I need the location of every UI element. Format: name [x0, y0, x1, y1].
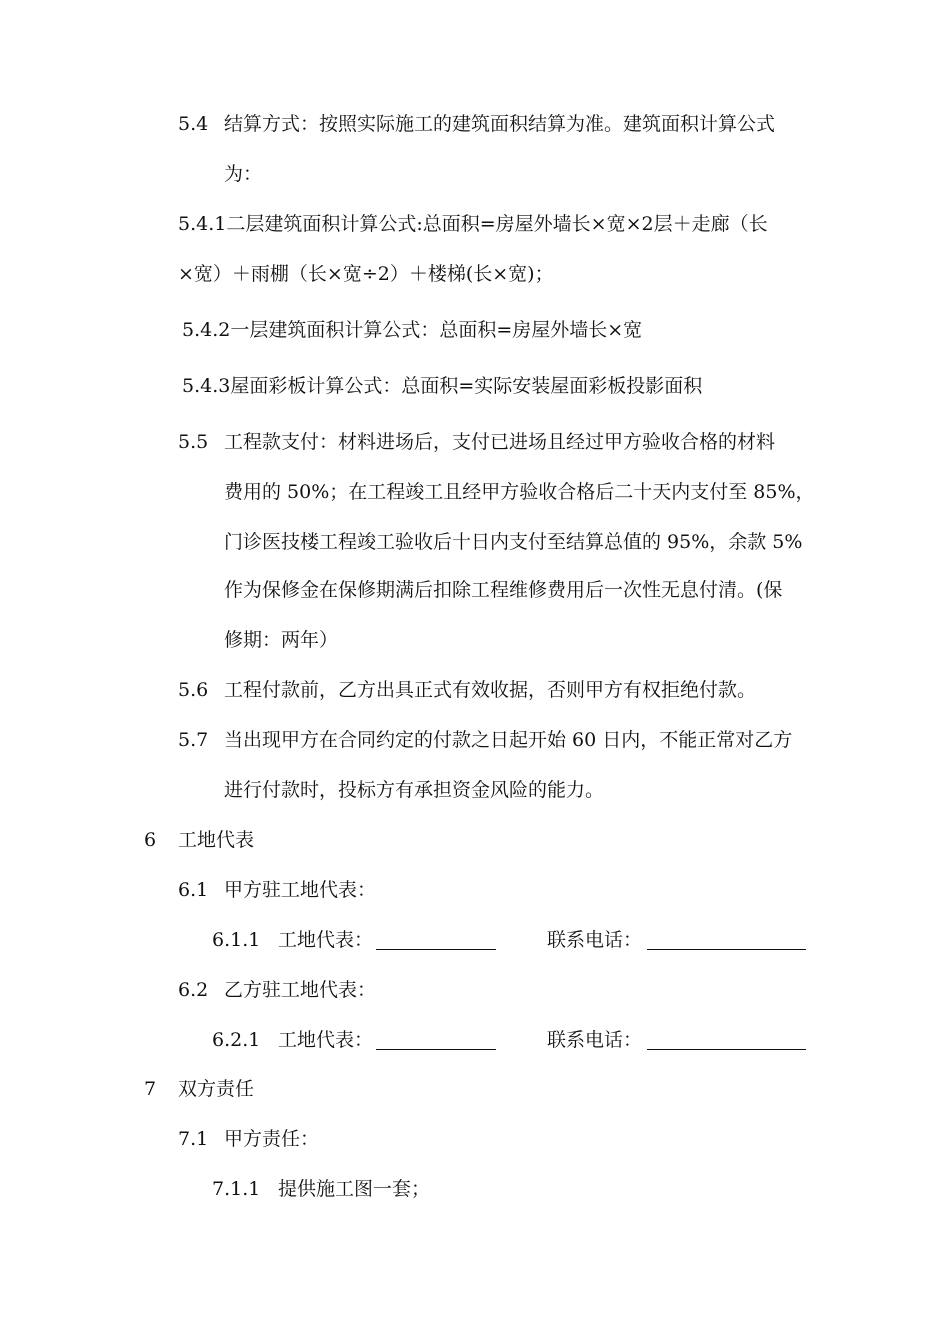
section-5-6-line1 — [178, 678, 756, 702]
section-6-heading — [144, 828, 254, 852]
section-text: 工程付款前，乙方出具正式有效收据，否则甲方有权拒绝付款。 — [224, 679, 757, 701]
section-5-7-line2: 进行付款时，投标方有承担资金风险的能力。 — [224, 779, 605, 801]
section-5-5-line1 — [178, 430, 775, 454]
section-6-2-heading — [178, 978, 376, 1002]
section-5-7-line1 — [178, 728, 792, 752]
section-title: 甲方驻工地代表： — [224, 879, 377, 901]
section-title: 乙方驻工地代表： — [224, 979, 377, 1001]
rep-label: 工地代表： — [278, 929, 374, 951]
section-number: 5.7 — [178, 729, 209, 751]
section-title: 双方责任 — [178, 1078, 255, 1100]
section-number: 5.5 — [178, 431, 209, 453]
rep-label: 工地代表： — [278, 1029, 374, 1051]
section-5-5-line5: 修期：两年） — [224, 629, 339, 651]
rep-blank-line — [376, 1031, 496, 1050]
section-7-1-1-line — [212, 1177, 430, 1201]
section-6-2-1-row — [212, 1028, 373, 1052]
section-5-4-1-line1: 5.4.1二层建筑面积计算公式:总面积=房屋外墙长×宽×2层＋走廊（长 — [178, 213, 768, 235]
section-number: 7.1 — [178, 1128, 209, 1150]
section-5-5-line4: 作为保修金在保修期满后扣除工程维修费用后一次性无息付清。(保 — [224, 579, 783, 601]
phone-blank-line — [647, 931, 806, 950]
section-number: 5.4 — [178, 113, 209, 135]
section-5-4-line1 — [178, 112, 775, 136]
section-text: 提供施工图一套； — [278, 1178, 431, 1200]
phone-label: 联系电话： — [547, 929, 643, 951]
phone-blank-line — [647, 1031, 806, 1050]
section-5-4-line2: 为： — [224, 163, 263, 185]
section-number: 6.1 — [178, 879, 209, 901]
section-title: 工地代表 — [178, 829, 255, 851]
section-text: 工程款支付：材料进场后，支付已进场且经过甲方验收合格的材料 — [224, 431, 776, 453]
section-7-1-heading — [178, 1127, 319, 1151]
phone-label: 联系电话： — [547, 1029, 643, 1051]
section-number: 7.1.1 — [212, 1178, 261, 1200]
section-number: 6.1.1 — [212, 929, 261, 951]
section-5-4-1-line2: ×宽）＋雨棚（长×宽÷2）＋楼梯(长×宽)； — [178, 263, 554, 285]
section-number: 6.2.1 — [212, 1029, 261, 1051]
section-number: 6.2 — [178, 979, 209, 1001]
section-6-1-heading — [178, 878, 376, 902]
section-text: 结算方式：按照实际施工的建筑面积结算为准。建筑面积计算公式 — [224, 113, 776, 135]
section-5-5-line3: 门诊医技楼工程竣工验收后十日内支付至结算总值的 95%，余款 5% — [224, 531, 803, 553]
section-5-5-line2: 费用的 50%；在工程竣工且经甲方验收合格后二十天内支付至 85%， — [224, 481, 815, 503]
rep-blank-line — [376, 931, 496, 950]
section-6-1-1-row — [212, 928, 373, 952]
section-title: 甲方责任： — [224, 1128, 320, 1150]
section-text: 当出现甲方在合同约定的付款之日起开始 60 日内，不能正常对乙方 — [224, 729, 793, 751]
section-number: 6 — [144, 829, 157, 851]
section-7-heading — [144, 1077, 254, 1101]
section-number: 5.6 — [178, 679, 209, 701]
section-5-4-3-line1: 5.4.3屋面彩板计算公式：总面积=实际安装屋面彩板投影面积 — [182, 375, 703, 397]
section-5-4-2-line1: 5.4.2一层建筑面积计算公式：总面积=房屋外墙长×宽 — [182, 319, 643, 341]
section-number: 7 — [144, 1078, 157, 1100]
